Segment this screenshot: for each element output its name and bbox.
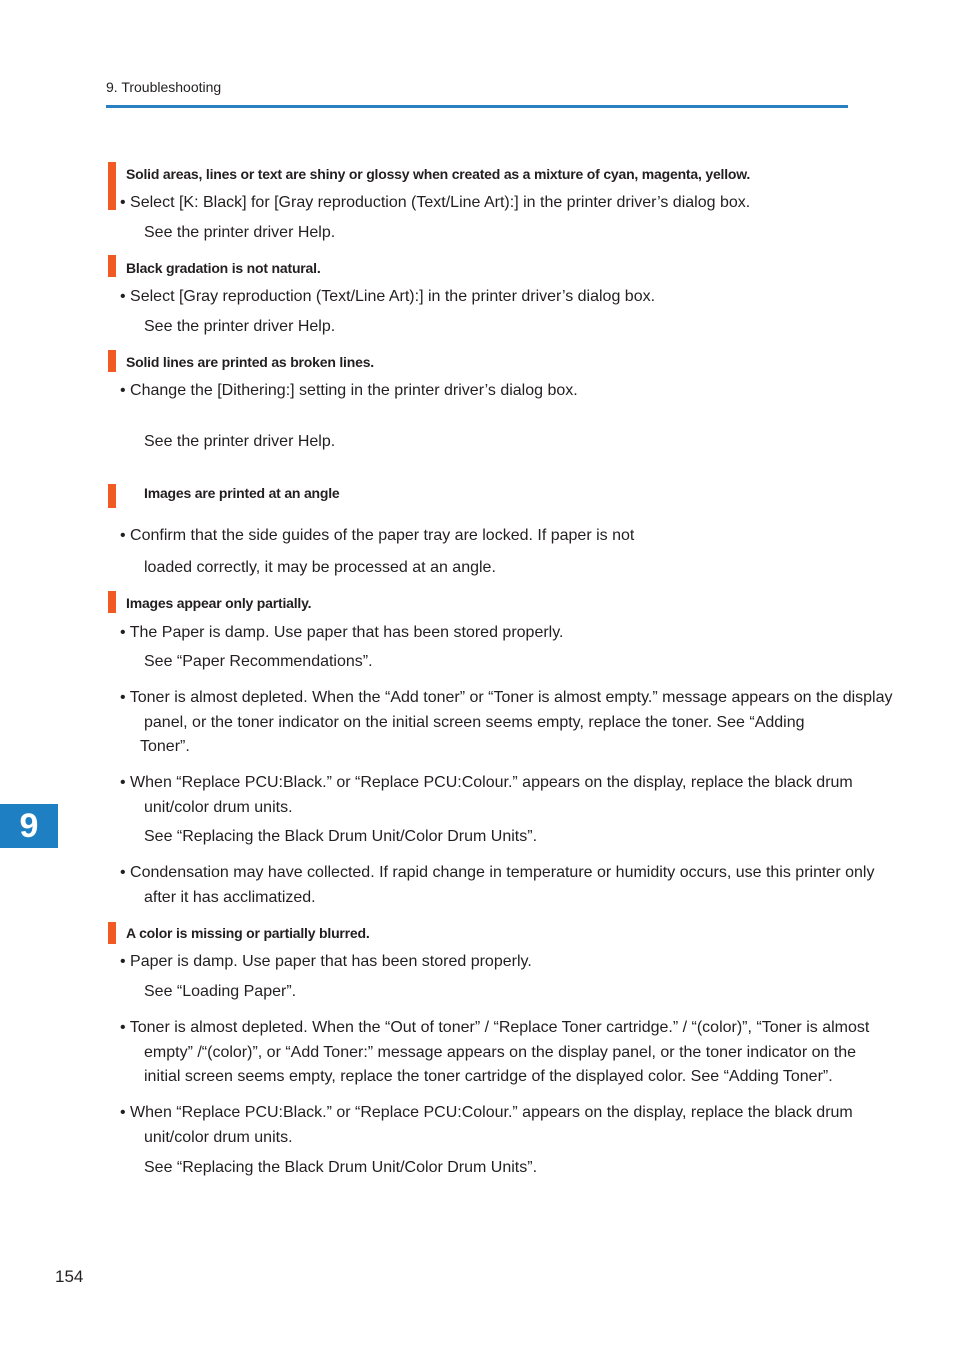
bullet-line: • Select [Gray reproduction (Text/Line Art):] in the printer driver’s dialog box.: [120, 288, 656, 305]
heading-accent-bar: [108, 484, 116, 508]
heading-accent-bar: [108, 350, 116, 372]
section-heading: Black gradation is not natural.: [126, 260, 321, 276]
heading-accent-bar: [108, 255, 116, 277]
section-heading: Images appear only partially.: [126, 595, 312, 611]
text-line: See the printer driver Help.: [144, 433, 336, 450]
bullet-line: • Confirm that the side guides of the paper tray are locked. If paper is not: [120, 527, 635, 544]
bullet-line: • When “Replace PCU:Black.” or “Replace PCU:Colour.” appears on the display, replace the black drum: [120, 1104, 853, 1121]
text-line: unit/color drum units.: [144, 1129, 293, 1146]
bullet-line: • Toner is almost depleted. When the “Add toner” or “Toner is almost empty.” message appears on the display: [120, 689, 893, 706]
text-line: See “Paper Recommendations”.: [144, 653, 373, 670]
heading-accent-bar: [108, 922, 116, 944]
bullet-line: • Paper is damp. Use paper that has been stored properly.: [120, 953, 532, 970]
section-heading: A color is missing or partially blurred.: [126, 925, 370, 941]
section-heading: Solid lines are printed as broken lines.: [126, 354, 374, 370]
text-line: after it has acclimatized.: [144, 889, 316, 906]
running-header: 9. Troubleshooting: [106, 79, 222, 95]
text-line: See the printer driver Help.: [144, 224, 336, 241]
section-heading: Solid areas, lines or text are shiny or glossy when created as a mixture of cyan, magenta, yellow.: [126, 166, 751, 182]
chapter-tab: 9: [0, 804, 58, 848]
text-line: See “Replacing the Black Drum Unit/Color Drum Units”.: [144, 828, 538, 845]
heading-accent-bar: [108, 162, 116, 210]
bullet-line: • Condensation may have collected. If rapid change in temperature or humidity occurs, use this printer only: [120, 864, 875, 881]
text-line: unit/color drum units.: [144, 799, 293, 816]
text-line: See “Loading Paper”.: [144, 983, 297, 1000]
bullet-line: • Change the [Dithering:] setting in the printer driver’s dialog box.: [120, 382, 578, 399]
section-heading: Images are printed at an angle: [144, 485, 340, 501]
bullet-line: • Toner is almost depleted. When the “Out of toner” / “Replace Toner cartridge.” / “(color)”, “Toner is almost: [120, 1019, 870, 1036]
text-line: panel, or the toner indicator on the initial screen seems empty, replace the toner. See “Adding: [144, 714, 805, 731]
text-line: See “Replacing the Black Drum Unit/Color Drum Units”.: [144, 1159, 538, 1176]
text-line: empty” /“(color)”, or “Add Toner:” message appears on the display panel, or the toner indicator on the: [144, 1044, 857, 1061]
bullet-line: • When “Replace PCU:Black.” or “Replace PCU:Colour.” appears on the display, replace the black drum: [120, 774, 853, 791]
text-line: Toner”.: [140, 738, 190, 755]
header-rule: [106, 105, 848, 108]
text-line: See the printer driver Help.: [144, 318, 336, 335]
bullet-line: • Select [K: Black] for [Gray reproduction (Text/Line Art):] in the printer driver’s dialog box.: [120, 194, 751, 211]
bullet-line: • The Paper is damp. Use paper that has been stored properly.: [120, 624, 564, 641]
text-line: loaded correctly, it may be processed at an angle.: [144, 559, 496, 576]
page-number: 154: [55, 1267, 84, 1286]
heading-accent-bar: [108, 591, 116, 613]
text-line: initial screen seems empty, replace the toner cartridge of the displayed color. See “Adding Toner”.: [144, 1068, 833, 1085]
